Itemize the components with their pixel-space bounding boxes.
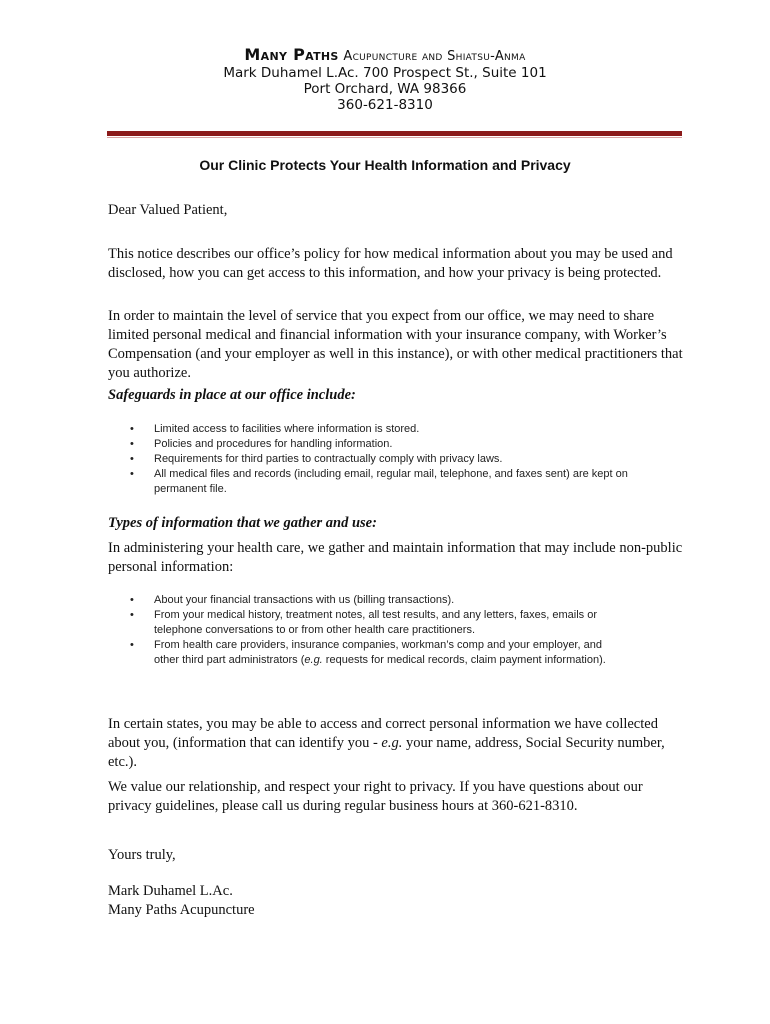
- types-heading: Types of information that we gather and use:: [108, 515, 377, 531]
- salutation: Dear Valued Patient,: [108, 202, 228, 218]
- letterhead-phone: 360-621-8310: [337, 97, 433, 113]
- safeguards-heading: Safeguards in place at our office include:: [108, 387, 356, 403]
- clinic-name: Many Paths: [244, 45, 339, 64]
- letterhead-address-line: Mark Duhamel L.Ac. 700 Prospect St., Suite 101: [223, 65, 547, 81]
- signature-name: Mark Duhamel L.Ac.: [108, 883, 233, 899]
- safeguards-list: [108, 422, 628, 497]
- types-intro: In administering your health care, we gather and maintain information that may include non-public personal information:: [108, 540, 683, 575]
- signature-org: Many Paths Acupuncture: [108, 902, 255, 918]
- paragraph-access: [108, 715, 683, 772]
- document-title: Our Clinic Protects Your Health Information and Privacy: [199, 157, 571, 173]
- paragraph-service: In order to maintain the level of service that you expect from our office, we may need to share limited personal medical and financial information with your insurance company, with Worker’s Compensation (and your employer as well in this instance), or with other medical practitioners that you authorize.: [108, 308, 683, 381]
- paragraph-text: your name, address, Social Security number, etc.).: [108, 735, 665, 770]
- list-item-text: From health care providers, insurance companies, workman’s comp and your employer, and other third part administrators (: [154, 639, 602, 666]
- list-item: • All medical files and records (including email, regular mail, telephone, and faxes sent) are kept on permanent file.: [108, 467, 628, 497]
- header-rule-shadow: [107, 137, 682, 138]
- list-item: • Requirements for third parties to contractually comply with privacy laws.: [108, 452, 628, 467]
- list-item: • About your financial transactions with us (billing transactions).: [108, 593, 628, 608]
- paragraph-relationship: We value our relationship, and respect your right to privacy. If you have questions about our privacy guidelines, please call us during regular business hours at 360-621-8310.: [108, 779, 643, 814]
- clinic-subtitle: Acupuncture and Shiatsu-Anma: [343, 49, 526, 64]
- header-rule: [107, 131, 682, 136]
- paragraph-text: In certain states, you may be able to access and correct personal information we have collected about you, (information that can identify you -: [108, 716, 658, 751]
- letterhead: [0, 46, 770, 113]
- list-item: • Limited access to facilities where information is stored.: [108, 422, 628, 437]
- list-item: [108, 638, 628, 668]
- letterhead-title: [0, 46, 770, 65]
- closing: Yours truly,: [108, 847, 176, 863]
- types-list: [108, 593, 628, 668]
- list-item: • Policies and procedures for handling information.: [108, 437, 628, 452]
- letterhead-city-line: Port Orchard, WA 98366: [303, 81, 467, 97]
- paragraph-notice: This notice describes our office’s policy for how medical information about you may be used and disclosed, how you can get access to this information, and how your privacy is being protected.: [108, 246, 673, 281]
- list-item: • From your medical history, treatment notes, all test results, and any letters, faxes, emails or telephone conversations to or from other health care practitioners.: [108, 608, 628, 638]
- eg-abbrev: e.g.: [381, 735, 403, 751]
- eg-abbrev: e.g.: [304, 654, 323, 666]
- list-item-text: requests for medical records, claim payment information).: [322, 654, 606, 666]
